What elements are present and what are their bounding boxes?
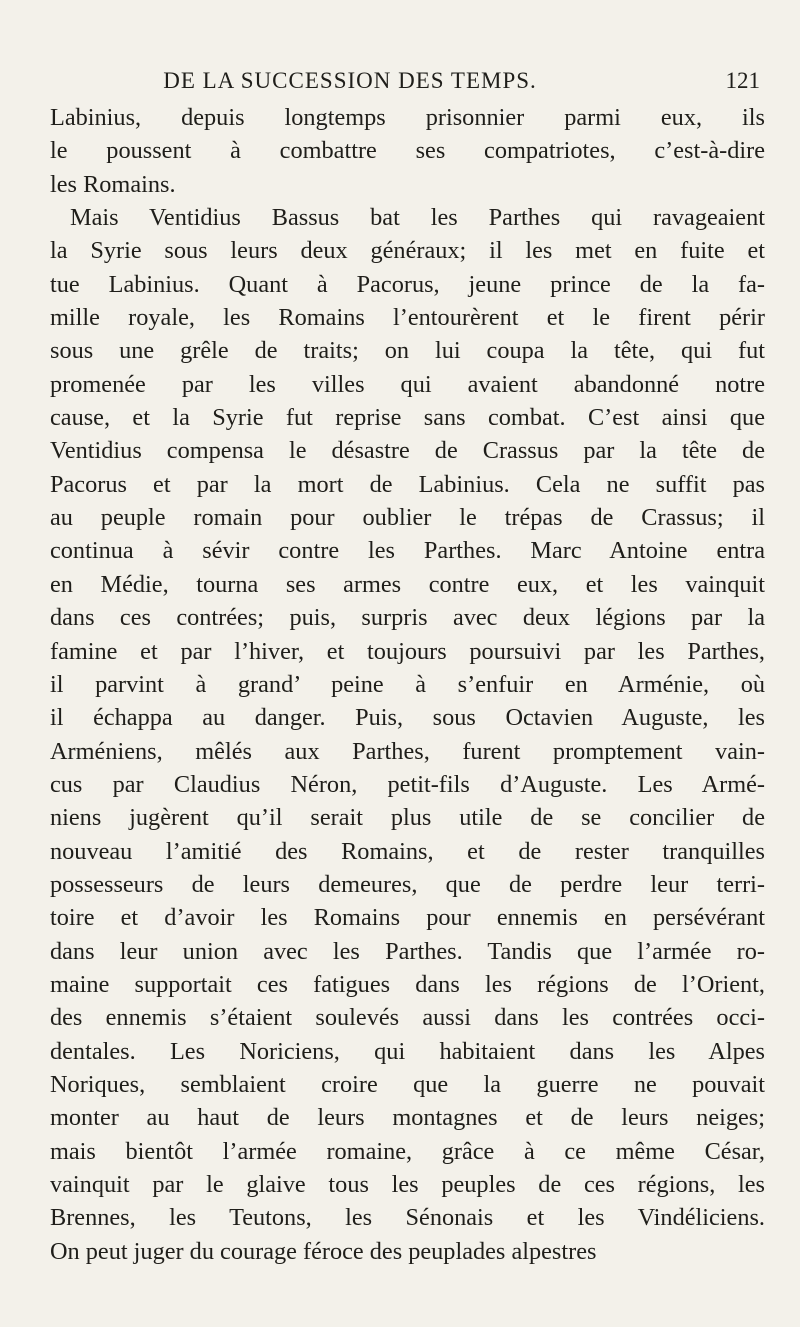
text-line: nouveau l’amitié des Romains, et de rester tranquilles bbox=[50, 837, 765, 865]
text-line: Ventidius compensa le désastre de Crassus par la tête de bbox=[50, 437, 765, 465]
text-line: dans ces contrées; puis, surpris avec deux légions par la bbox=[50, 604, 765, 632]
running-title: DE LA SUCCESSION DES TEMPS. bbox=[163, 68, 537, 93]
text-line: il échappa au danger. Puis, sous Octavien Auguste, les bbox=[50, 704, 765, 732]
page-number: 121 bbox=[725, 68, 760, 93]
text-line: il parvint à grand’ peine à s’enfuir en Arménie, où bbox=[50, 670, 765, 698]
text-line: tue Labinius. Quant à Pacorus, jeune prince de la fa- bbox=[50, 270, 765, 298]
text-line: Mais Ventidius Bassus bat les Parthes qui ravageaient bbox=[70, 204, 765, 232]
text-line: dentales. Les Noriciens, qui habitaient dans les Alpes bbox=[50, 1037, 765, 1065]
text-line: en Médie, tourna ses armes contre eux, et les vainquit bbox=[50, 570, 765, 598]
text-line: le poussent à combattre ses compatriotes, c’est-à-dire bbox=[50, 137, 765, 165]
text-line: Labinius, depuis longtemps prisonnier parmi eux, ils bbox=[50, 104, 765, 131]
text-line: On peut juger du courage féroce des peuplades alpestres bbox=[50, 1237, 597, 1265]
text-line: Arméniens, mêlés aux Parthes, furent promptement vain- bbox=[50, 737, 765, 765]
text-line: famine et par l’hiver, et toujours poursuivi par les Parthes, bbox=[50, 637, 765, 665]
text-line: au peuple romain pour oublier le trépas de Crassus; il bbox=[50, 504, 765, 532]
text-line: Brennes, les Teutons, les Sénonais et les Vindéliciens. bbox=[50, 1204, 765, 1232]
text-line: vainquit par le glaive tous les peuples de ces régions, les bbox=[50, 1171, 765, 1198]
text-line: dans leur union avec les Parthes. Tandis que l’armée ro- bbox=[50, 937, 765, 965]
text-line: promenée par les villes qui avaient abandonné notre bbox=[50, 370, 765, 398]
text-line: Noriques, semblaient croire que la guerre ne pouvait bbox=[50, 1070, 765, 1098]
text-line: monter au haut de leurs montagnes et de leurs neiges; bbox=[50, 1104, 765, 1132]
body-text bbox=[50, 101, 765, 1268]
text-line: des ennemis s’étaient soulevés aussi dans les contrées occi- bbox=[50, 1004, 765, 1032]
text-line: sous une grêle de traits; on lui coupa la tête, qui fut bbox=[50, 337, 765, 365]
text-line: cus par Claudius Néron, petit-fils d’Auguste. Les Armé- bbox=[50, 770, 765, 798]
text-line: possesseurs de leurs demeures, que de perdre leur terri- bbox=[50, 870, 765, 898]
text-line: mille royale, les Romains l’entourèrent et le firent périr bbox=[50, 304, 765, 332]
text-line: niens jugèrent qu’il serait plus utile de se concilier de bbox=[50, 804, 765, 832]
text-line: la Syrie sous leurs deux généraux; il les met en fuite et bbox=[50, 237, 765, 265]
text-line: toire et d’avoir les Romains pour ennemis en persévérant bbox=[50, 904, 765, 932]
text-line: mais bientôt l’armée romaine, grâce à ce même César, bbox=[50, 1137, 765, 1165]
text-line: continua à sévir contre les Parthes. Marc Antoine entra bbox=[50, 537, 765, 565]
text-line: Pacorus et par la mort de Labinius. Cela ne suffit pas bbox=[50, 470, 765, 498]
text-line: maine supportait ces fatigues dans les régions de l’Orient, bbox=[50, 970, 765, 998]
text-line: cause, et la Syrie fut reprise sans combat. C’est ainsi que bbox=[50, 404, 765, 432]
text-line: les Romains. bbox=[50, 170, 176, 198]
